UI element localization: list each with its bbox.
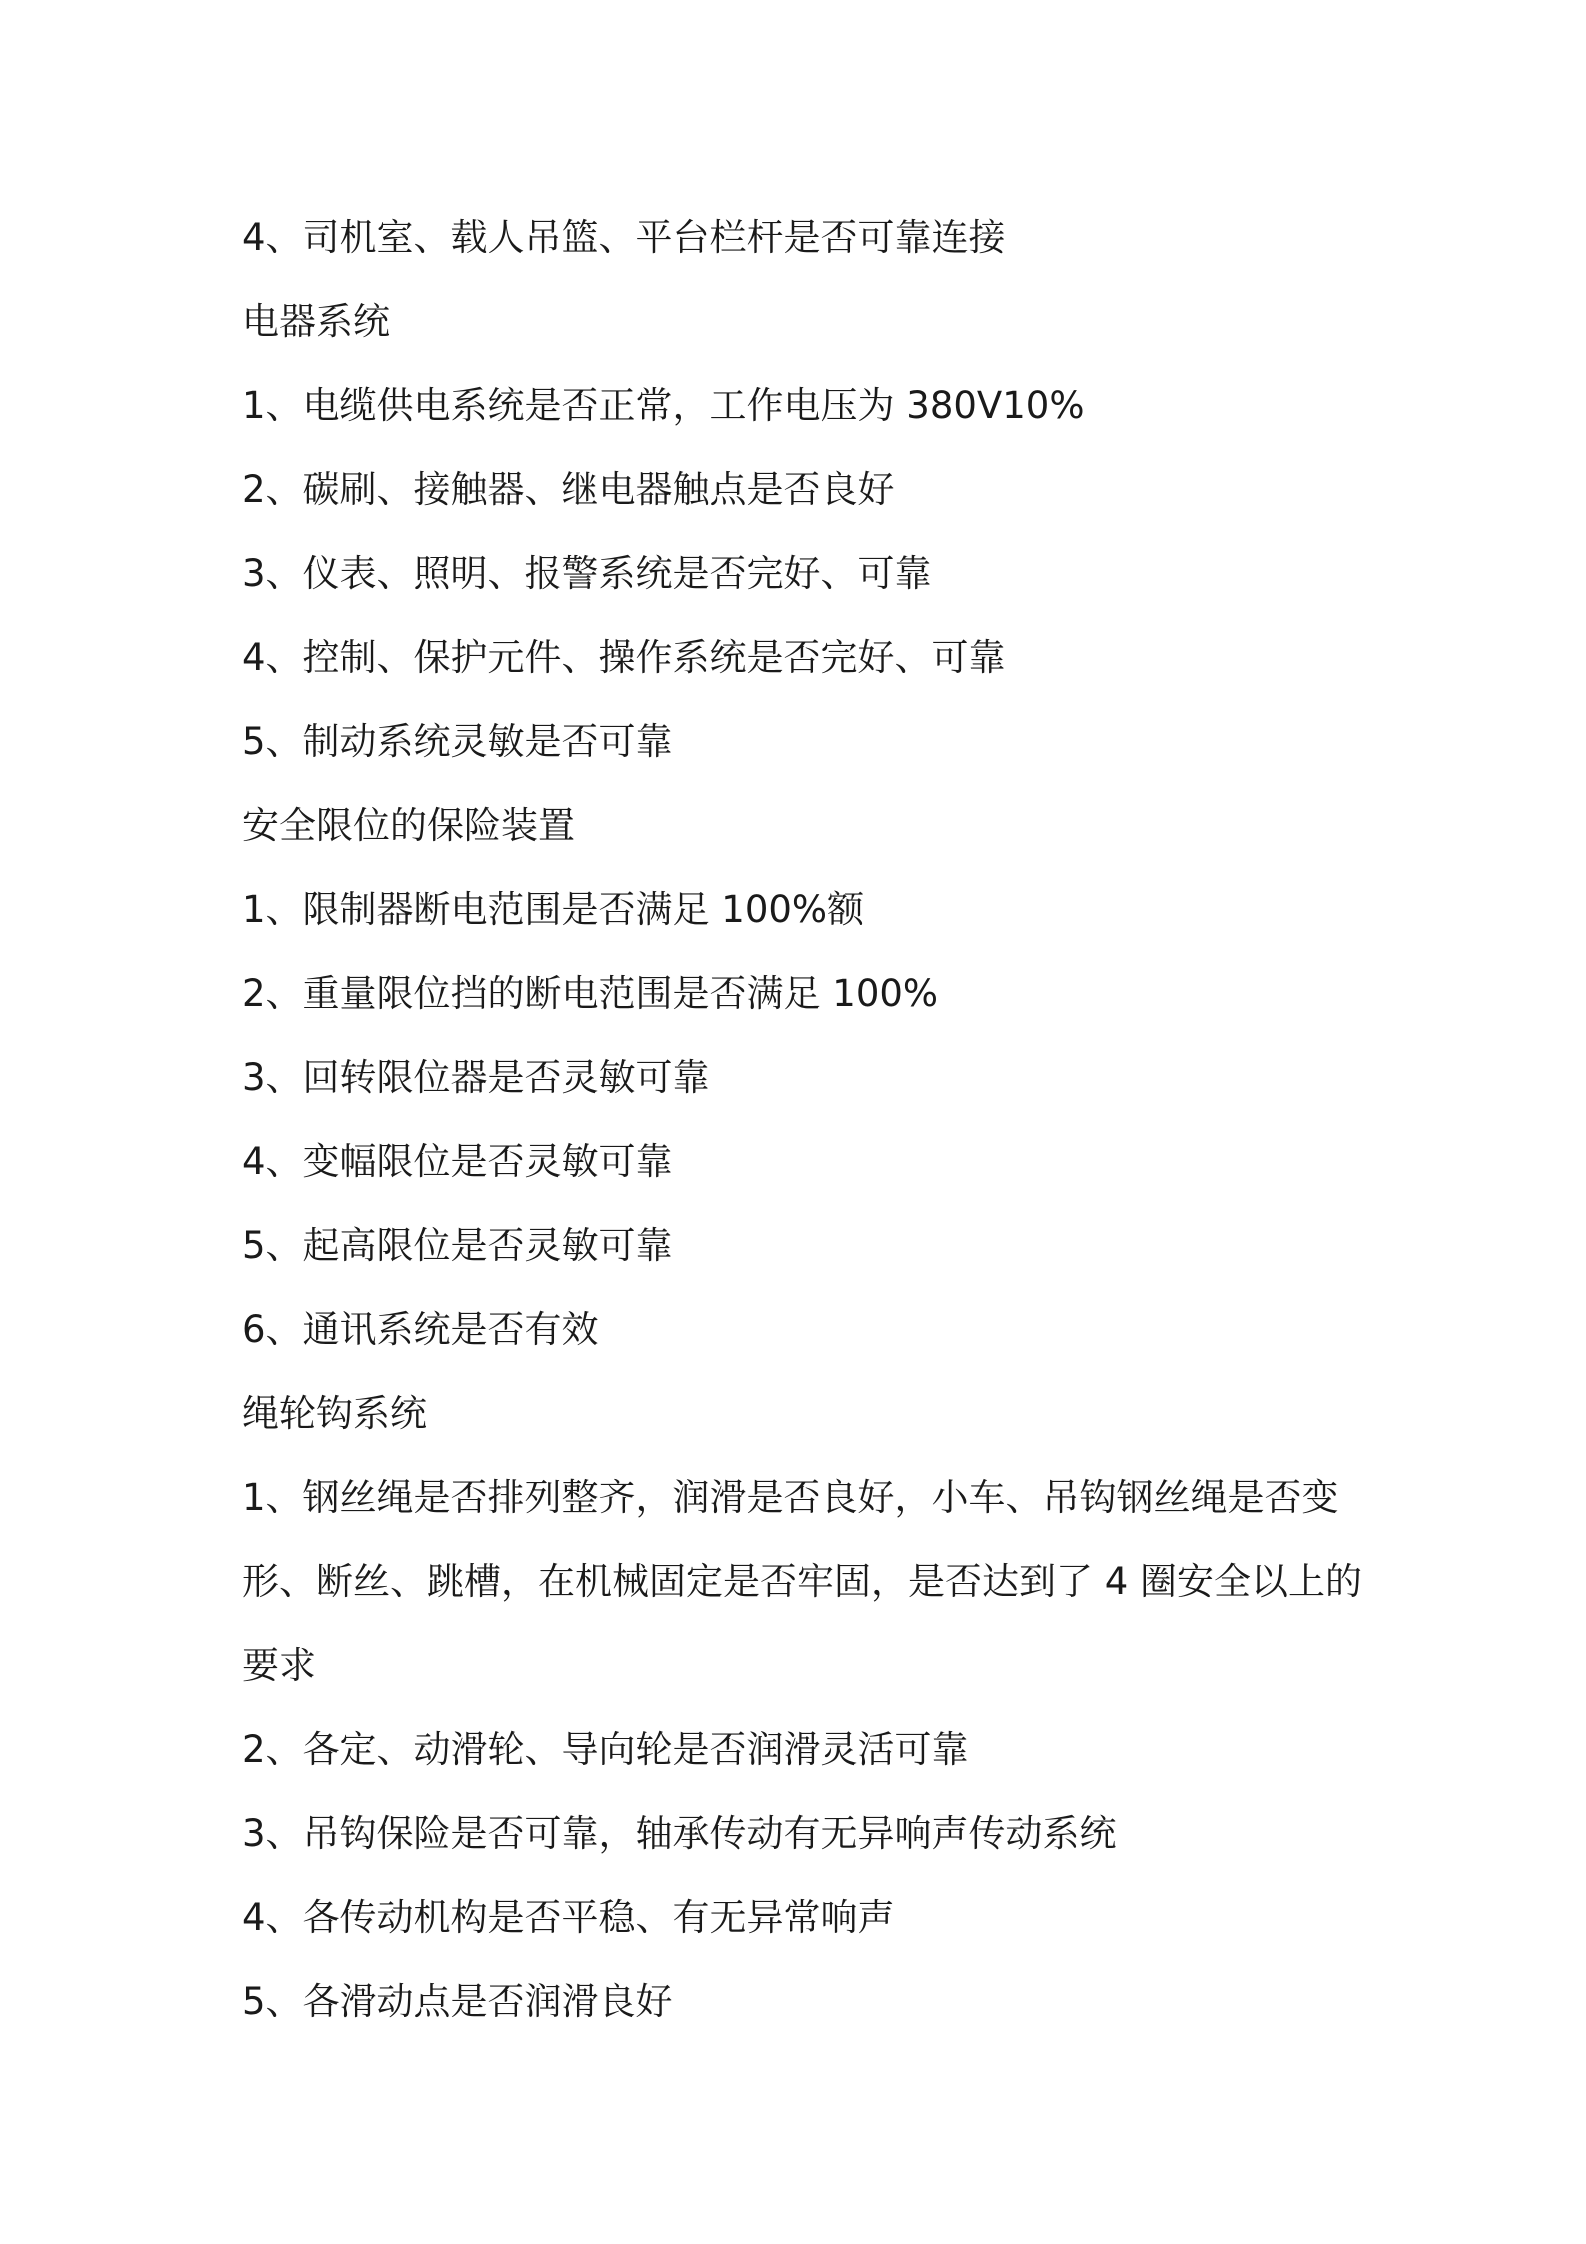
list-item: 2、各定、动滑轮、导向轮是否润滑灵活可靠: [242, 1728, 969, 1771]
list-item-continuation: 形、断丝、跳槽，在机械固定是否牢固，是否达到了 4 圈安全以上的: [242, 1560, 1363, 1603]
section-heading-safety-limits: 安全限位的保险装置: [242, 804, 575, 847]
list-item-continuation: 要求: [242, 1644, 316, 1687]
list-item: 6、通讯系统是否有效: [242, 1308, 599, 1351]
list-item: 3、吊钩保险是否可靠，轴承传动有无异响声传动系统: [242, 1812, 1117, 1855]
list-item: 2、碳刷、接触器、继电器触点是否良好: [242, 468, 895, 511]
list-item: 5、制动系统灵敏是否可靠: [242, 720, 673, 763]
list-item: 5、各滑动点是否润滑良好: [242, 1980, 673, 2023]
list-item: 4、控制、保护元件、操作系统是否完好、可靠: [242, 636, 1006, 679]
list-item: 1、钢丝绳是否排列整齐，润滑是否良好，小车、吊钩钢丝绳是否变: [242, 1476, 1339, 1519]
list-item: 1、电缆供电系统是否正常，工作电压为 380V10%: [242, 384, 1085, 427]
list-item: 3、仪表、照明、报警系统是否完好、可靠: [242, 552, 932, 595]
list-item: 4、变幅限位是否灵敏可靠: [242, 1140, 673, 1183]
document-body: [242, 196, 1362, 2044]
list-item: 2、重量限位挡的断电范围是否满足 100%: [242, 972, 939, 1015]
list-item: 4、司机室、载人吊篮、平台栏杆是否可靠连接: [242, 216, 1006, 259]
section-heading-rope-sheave-hook: 绳轮钩系统: [242, 1392, 427, 1435]
list-item: 3、回转限位器是否灵敏可靠: [242, 1056, 710, 1099]
list-item: 1、限制器断电范围是否满足 100%额: [242, 888, 865, 931]
section-heading-electrical: 电器系统: [242, 300, 390, 343]
list-item: 4、各传动机构是否平稳、有无异常响声: [242, 1896, 895, 1939]
list-item: 5、起高限位是否灵敏可靠: [242, 1224, 673, 1267]
